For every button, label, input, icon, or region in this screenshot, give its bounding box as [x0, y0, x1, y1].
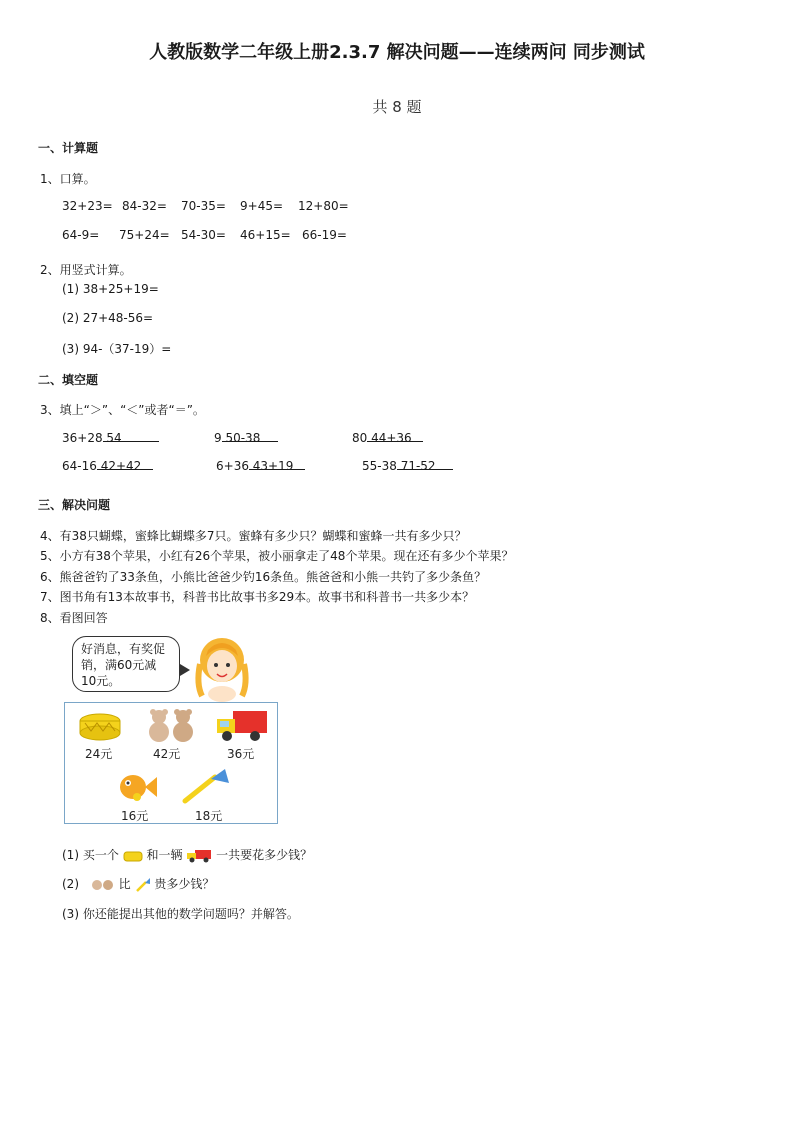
truck-icon [186, 849, 212, 863]
oral-calc-item: 64-9= [62, 228, 100, 242]
section-heading-calc: 一、计算题 [38, 141, 99, 155]
compare-row-1 [62, 431, 482, 447]
price-board [64, 702, 278, 824]
drum-price: 24元 [85, 747, 113, 761]
question-count: 共 8 题 [372, 98, 422, 116]
fish-toy-icon [115, 767, 159, 805]
q8-sub-1: (1) 买一个 和一辆 一共要花多少钱？ [62, 848, 313, 862]
compare-item: 9 50-38 [214, 431, 260, 445]
answer-blank[interactable] [103, 431, 159, 442]
fish-price: 16元 [121, 809, 149, 823]
oral-calc-item: 54-30= [181, 228, 226, 242]
answer-blank[interactable] [97, 459, 153, 470]
answer-blank[interactable] [367, 431, 423, 442]
oral-calc-item: 9+45= [240, 199, 284, 213]
page-title: 人教版数学二年级上册2.3.7 解决问题——连续两问 同步测试 [149, 42, 645, 63]
speech-bubble-tail [180, 664, 190, 676]
q8-sub-3: (3) 你还能提出其他的数学问题吗？并解答。 [62, 907, 299, 921]
oral-calc-item: 84-32= [122, 199, 167, 213]
word-problem: 7、图书角有13本故事书，科普书比故事书多29本。故事书和科普书一共多少本？ [40, 590, 475, 604]
teddy-bears-icon [91, 878, 115, 892]
oral-calc-item: 12+80= [298, 199, 349, 213]
question-1-label: 1、口算。 [40, 172, 96, 186]
shop-figure [64, 634, 280, 826]
compare-item: 64-16 42+42 [62, 459, 141, 473]
compare-item: 80 44+36 [352, 431, 412, 445]
answer-blank[interactable] [249, 459, 305, 470]
vertical-calc-item: (1) 38+25+19= [62, 282, 159, 296]
bears-price: 42元 [153, 747, 181, 761]
compare-item: 6+36 43+19 [216, 459, 293, 473]
q8-sub-2: (2) 比 贵多少钱？ [62, 877, 215, 891]
question-2-label: 2、用竖式计算。 [40, 263, 132, 277]
teddy-bears-icon [145, 707, 199, 743]
vertical-calc-item: (3) 94-（37-19）= [62, 342, 172, 356]
section-heading-problems: 三、解决问题 [38, 498, 111, 512]
drum-icon [123, 849, 143, 863]
oral-calc-item: 70-35= [181, 199, 226, 213]
oral-calc-row-2 [62, 228, 382, 244]
oral-calc-item: 32+23= [62, 199, 113, 213]
oral-calc-item: 46+15= [240, 228, 291, 242]
answer-blank[interactable] [222, 431, 278, 442]
word-problem: 8、看图回答 [40, 611, 108, 625]
question-3-label: 3、填上“＞”、“＜”或者“＝”。 [40, 403, 205, 417]
word-problem: 5、小方有38个苹果，小红有26个苹果，被小丽拿走了48个苹果。现在还有多少个苹果？ [40, 549, 514, 563]
drum-icon [77, 711, 123, 741]
compare-item: 36+28 54 [62, 431, 122, 445]
oral-calc-item: 75+24= [119, 228, 170, 242]
truck-price: 36元 [227, 747, 255, 761]
speech-bubble: 好消息，有奖促销，满60元减10元。 [72, 636, 180, 692]
truck-icon [215, 709, 269, 743]
word-problem: 4、有38只蝴蝶，蜜蜂比蝴蝶多7只。蜜蜂有多少只？蝴蝶和蜜蜂一共有多少只？ [40, 529, 467, 543]
vertical-calc-item: (2) 27+48-56= [62, 311, 154, 325]
word-problem: 6、熊爸爸钓了33条鱼，小熊比爸爸少钓16条鱼。熊爸爸和小熊一共钓了多少条鱼？ [40, 570, 487, 584]
answer-blank[interactable] [397, 459, 453, 470]
section-heading-fill: 二、填空题 [38, 373, 99, 387]
oral-calc-row-1 [62, 199, 382, 215]
horn-icon [181, 767, 231, 805]
girl-illustration [192, 634, 252, 702]
compare-item: 55-38 71-52 [362, 459, 436, 473]
oral-calc-item: 66-19= [302, 228, 347, 242]
compare-row-2 [62, 459, 502, 475]
horn-icon [135, 877, 151, 893]
horn-price: 18元 [195, 809, 223, 823]
